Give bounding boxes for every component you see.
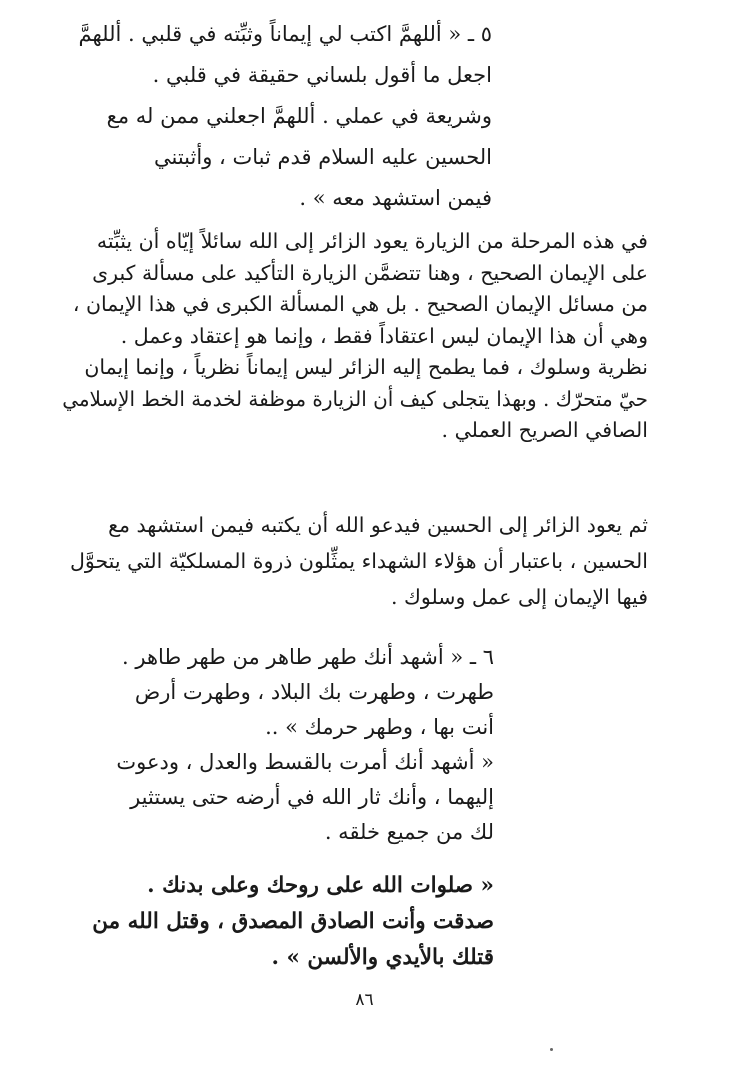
passage-5-block <box>62 14 492 219</box>
passage-line: ٦ ـ « أشهد أنك طهر طاهر من طهر طاهر . <box>122 645 494 669</box>
passage-line: اجعل ما أقول بلساني حقيقة في قلبي . <box>152 63 492 87</box>
passage-line: « أشهد أنك أمرت بالقسط والعدل ، ودعوت <box>116 750 494 774</box>
paragraph-line: وهي أن هذا الإيمان ليس اعتقاداً فقط ، وإنما هو إعتقاد وعمل . <box>120 323 648 348</box>
passage-line: لك من جميع خلقه . <box>324 820 494 844</box>
paragraph-line: الحسين ، باعتبار أن هؤلاء الشهداء يمثِّلون ذروة المسلكيّة التي يتحوَّل <box>69 549 648 573</box>
passage-line: إليهما ، وأنك ثار الله في أرضه حتى يستثير <box>130 785 494 809</box>
passage-line: قتلك بالأيدي والألسن » . <box>271 945 494 970</box>
passage-6-block <box>62 640 494 850</box>
passage-line: فيمن استشهد معه » . <box>299 186 492 210</box>
passage-line: طهرت ، وطهرت بك البلاد ، وطهرت أرض <box>134 680 494 704</box>
commentary-paragraph-1 <box>62 226 648 447</box>
paragraph-line: على الإيمان الصحيح ، وهنا تتضمَّن الزيارة التأكيد على مسألة كبرى <box>92 260 648 285</box>
page-number: ٨٦ <box>355 990 374 1010</box>
passage-line: صدقت وأنت الصادق المصدق ، وقتل الله من <box>92 909 494 934</box>
scan-speck <box>550 1048 553 1051</box>
passage-line: « صلوات الله على روحك وعلى بدنك . <box>147 873 494 898</box>
passage-line: وشريعة في عملي . أللهمَّ اجعلني ممن له مع <box>106 104 492 128</box>
commentary-paragraph-2 <box>62 507 648 615</box>
paragraph-line: حيّ متحرّك . وبهذا يتجلى كيف أن الزيارة موظفة لخدمة الخط الإسلامي <box>62 386 648 411</box>
passage-line: ٥ ـ « أللهمَّ اكتب لي إيماناً وثبِّته في قلبي . أللهمَّ <box>78 22 492 46</box>
paragraph-line: نظرية وسلوك ، فما يطمح إليه الزائر ليس إيماناً نظرياً ، وإنما إيمان <box>84 355 648 379</box>
passage-6-bold-block <box>62 868 494 976</box>
paragraph-line: فيها الإيمان إلى عمل وسلوك . <box>390 585 648 609</box>
paragraph-line: في هذه المرحلة من الزيارة يعود الزائر إلى الله سائلاً إيّاه أن يثبِّته <box>96 229 648 253</box>
paragraph-line: الصافي الصريح العملي . <box>441 418 648 442</box>
paragraph-line: من مسائل الإيمان الصحيح . بل هي المسألة الكبرى في هذا الإيمان ، <box>72 292 648 316</box>
paragraph-line: ثم يعود الزائر إلى الحسين فيدعو الله أن يكتبه فيمن استشهد مع <box>108 513 648 537</box>
passage-line: الحسين عليه السلام قدم ثبات ، وأثبتني <box>154 145 492 169</box>
passage-line: أنت بها ، وطهر حرمك » .. <box>265 715 494 739</box>
